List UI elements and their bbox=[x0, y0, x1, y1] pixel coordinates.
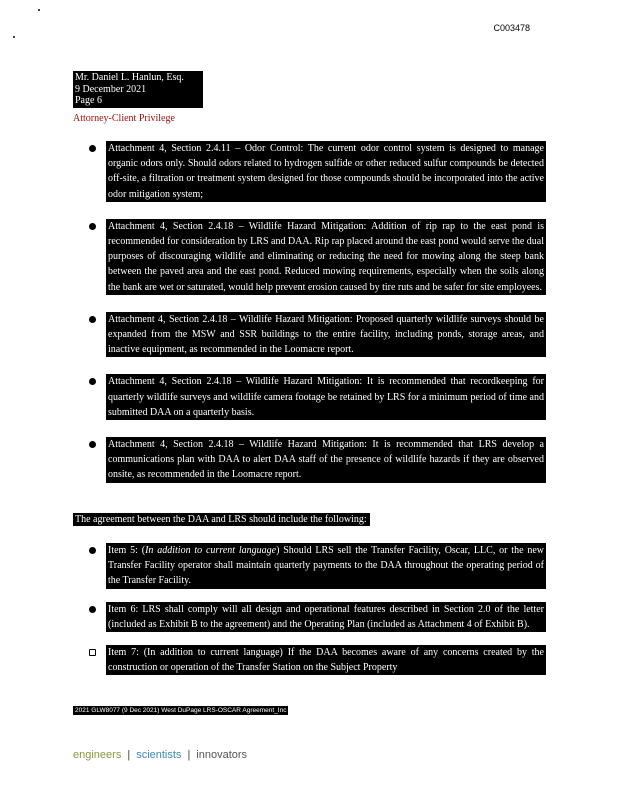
bullet-marker bbox=[89, 316, 96, 323]
bullet-text bbox=[106, 543, 546, 589]
list-item bbox=[86, 141, 546, 202]
list-item bbox=[86, 312, 546, 358]
item-emphasis: In addition to current language bbox=[145, 545, 277, 556]
list-item bbox=[86, 374, 546, 420]
document-footer: 2021 GLW8077 (9 Dec 2021) West DuPage LRS-OSCAR Agreement_Inc bbox=[75, 707, 287, 714]
tagline-separator: | bbox=[187, 749, 191, 761]
item-prefix: Item 5: ( bbox=[108, 545, 146, 556]
bullet-marker-hollow bbox=[89, 649, 96, 656]
bullet-marker bbox=[89, 441, 96, 448]
attachment-bullet-list bbox=[86, 141, 546, 483]
scan-speck bbox=[38, 9, 40, 11]
page-number: Page 6 bbox=[75, 95, 102, 106]
tagline-separator: | bbox=[127, 749, 131, 761]
list-item bbox=[86, 602, 546, 632]
list-item bbox=[86, 645, 546, 675]
agreement-item-list bbox=[86, 543, 546, 675]
scan-speck bbox=[13, 36, 15, 38]
bullet-marker bbox=[89, 606, 96, 613]
bates-number: C003478 bbox=[493, 23, 530, 33]
bullet-marker bbox=[89, 145, 96, 152]
bullet-marker bbox=[89, 547, 96, 554]
bullet-text: Attachment 4, Section 2.4.18 – Wildlife Hazard Mitigation: Addition of rip rap to the east pond is recommended for consideration by LRS and DAA. Rip rap placed around the east pond would serve the dual purposes of discouraging wildlife and eliminating or reducing the need for mowing along the steep bank between the paved area and the east pond. Reduced mowing requirements, especially when the soils along the bank are wet or saturated, would help prevent erosion caused by tire ruts and be safer for site employees. bbox=[106, 219, 546, 295]
agreement-intro: The agreement between the DAA and LRS should include the following: bbox=[73, 513, 370, 526]
tagline-scientists: scientists bbox=[136, 749, 182, 761]
tagline-innovators: innovators bbox=[196, 749, 248, 761]
bullet-text: Attachment 4, Section 2.4.18 – Wildlife Hazard Mitigation: It is recommended that recordkeeping for quarterly wildlife surveys and wildlife camera footage be retained by LRS for a minimum period of time and submitted DAA on a quarterly basis. bbox=[106, 374, 546, 420]
bullet-text: Attachment 4, Section 2.4.18 – Wildlife Hazard Mitigation: It is recommended that LRS develop a communications plan with DAA to alert DAA staff of the presence of wildlife hazards if they are observed onsite, as recommended in the Loomacre report. bbox=[106, 437, 546, 483]
list-item bbox=[86, 543, 546, 589]
bullet-text: Item 7: (In addition to current language) If the DAA becomes aware of any concerns created by the construction or operation of the Transfer Station on the Subject Property bbox=[106, 645, 546, 675]
bullet-text: Attachment 4, Section 2.4.18 – Wildlife Hazard Mitigation: Proposed quarterly wildlife surveys should be expanded from the MSW and SSR buildings to the entire facility, including ponds, storage areas, and inactive equipment, as recommended in the Loomacre report. bbox=[106, 312, 546, 358]
privilege-label: Attorney-Client Privilege bbox=[73, 113, 175, 124]
bullet-text: Item 6: LRS shall comply will all design and operational features described in Section 2.0 of the letter (included as Exhibit B to the agreement) and the Operating Plan (included as Attachment 4 of Exhibit B). bbox=[106, 602, 546, 632]
bullet-marker bbox=[89, 378, 96, 385]
bullet-marker bbox=[89, 223, 96, 230]
company-tagline bbox=[73, 749, 247, 761]
letter-date: 9 December 2021 bbox=[75, 83, 147, 95]
bullet-text: Attachment 4, Section 2.4.11 – Odor Control: The current odor control system is designed to manage organic odors only. Should odors related to hydrogen sulfide or other reduced sulfur compounds be detected off-site, a filtration or treatment system designed for those compounds should be incorporated into the active odor mitigation system; bbox=[106, 141, 546, 202]
tagline-engineers: engineers bbox=[73, 749, 122, 761]
letter-header bbox=[73, 71, 203, 108]
list-item bbox=[86, 437, 546, 483]
list-item bbox=[86, 219, 546, 295]
item-rest: ) Should LRS sell the Transfer Facility, Oscar, LLC, or the new Transfer Facility operator shall maintain quarterly payments to the DAA throughout the operating period of the Transfer Facility. bbox=[108, 545, 544, 587]
recipient-name: Mr. Daniel L. Hanlun, Esq. bbox=[75, 72, 184, 83]
